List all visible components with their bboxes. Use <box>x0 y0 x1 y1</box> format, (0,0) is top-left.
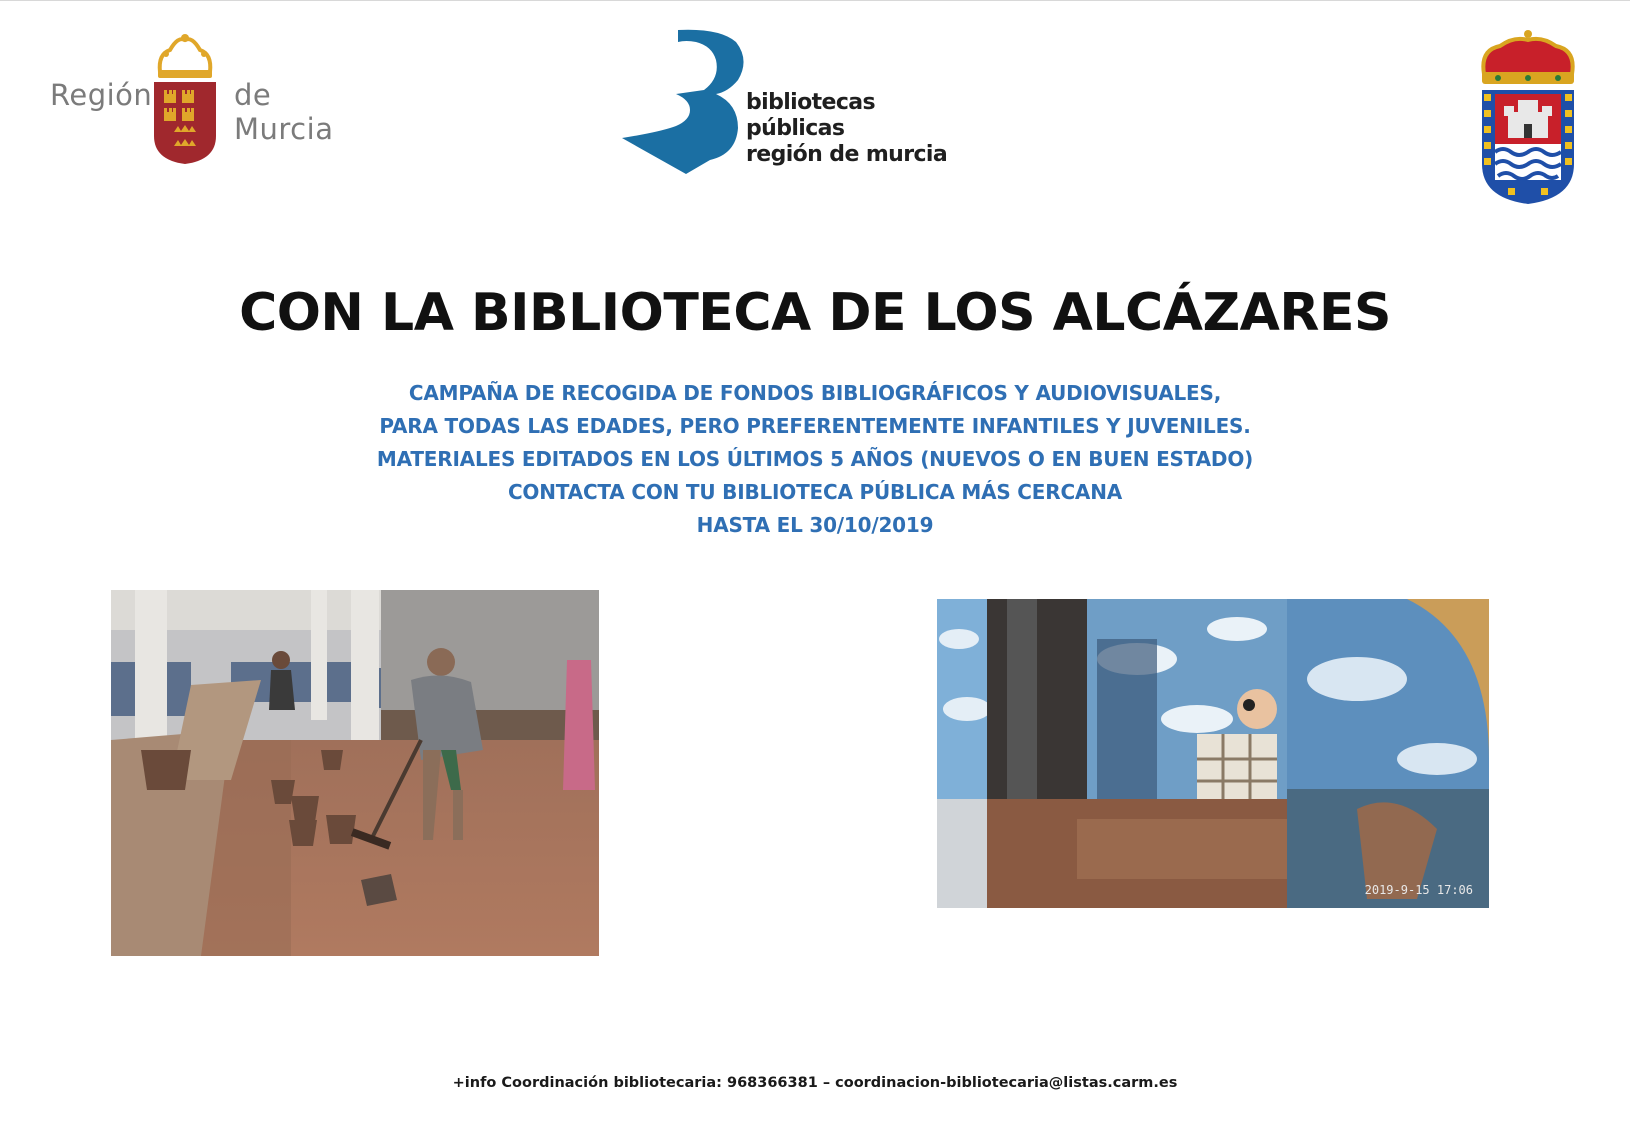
description-line-2: PARA TODAS LAS EDADES, PERO PREFERENTEMENTE INFANTILES Y JUVENILES. <box>379 414 1251 438</box>
poster-title: CON LA BIBLIOTECA DE LOS ALCÁZARES <box>239 283 1391 343</box>
los-alcazares-coat-of-arms-icon <box>1478 28 1578 208</box>
contact-footer: +info Coordinación bibliotecaria: 968366381 – coordinacion-bibliotecaria@listas.carm.es <box>452 1075 1178 1091</box>
description-line-4: CONTACTA CON TU BIBLIOTECA PÚBLICA MÁS CERCANA <box>507 480 1123 504</box>
flooded-childrens-area-photo <box>937 599 1489 908</box>
bibliotecas-publicas-logo <box>620 28 980 178</box>
murcia-shield-icon <box>152 32 218 166</box>
description-line-1: CAMPAÑA DE RECOGIDA DE FONDOS BIBLIOGRÁFICOS Y AUDIOVISUALES, <box>408 381 1222 405</box>
logo-word-de-murcia: de Murcia <box>234 78 334 146</box>
region-de-murcia-logo <box>48 30 378 170</box>
logo-word-region: Región <box>50 78 153 112</box>
description-line-5: HASTA EL 30/10/2019 <box>696 513 934 537</box>
description-line-3: MATERIALES EDITADOS EN LOS ÚLTIMOS 5 AÑOS (NUEVOS O EN BUEN ESTADO) <box>376 447 1254 471</box>
bibliotecas-line-1: bibliotecas públicas <box>746 90 876 141</box>
top-border-line <box>0 0 1630 1</box>
flooded-library-cleanup-photo <box>111 590 599 956</box>
campaign-description <box>360 377 1270 542</box>
bibliotecas-b-mark-icon <box>620 28 750 176</box>
photo-timestamp: 2019-9-15 17:06 <box>1364 883 1473 897</box>
bibliotecas-line-2: región de murcia <box>746 142 948 167</box>
bibliotecas-logo-text <box>746 90 980 168</box>
